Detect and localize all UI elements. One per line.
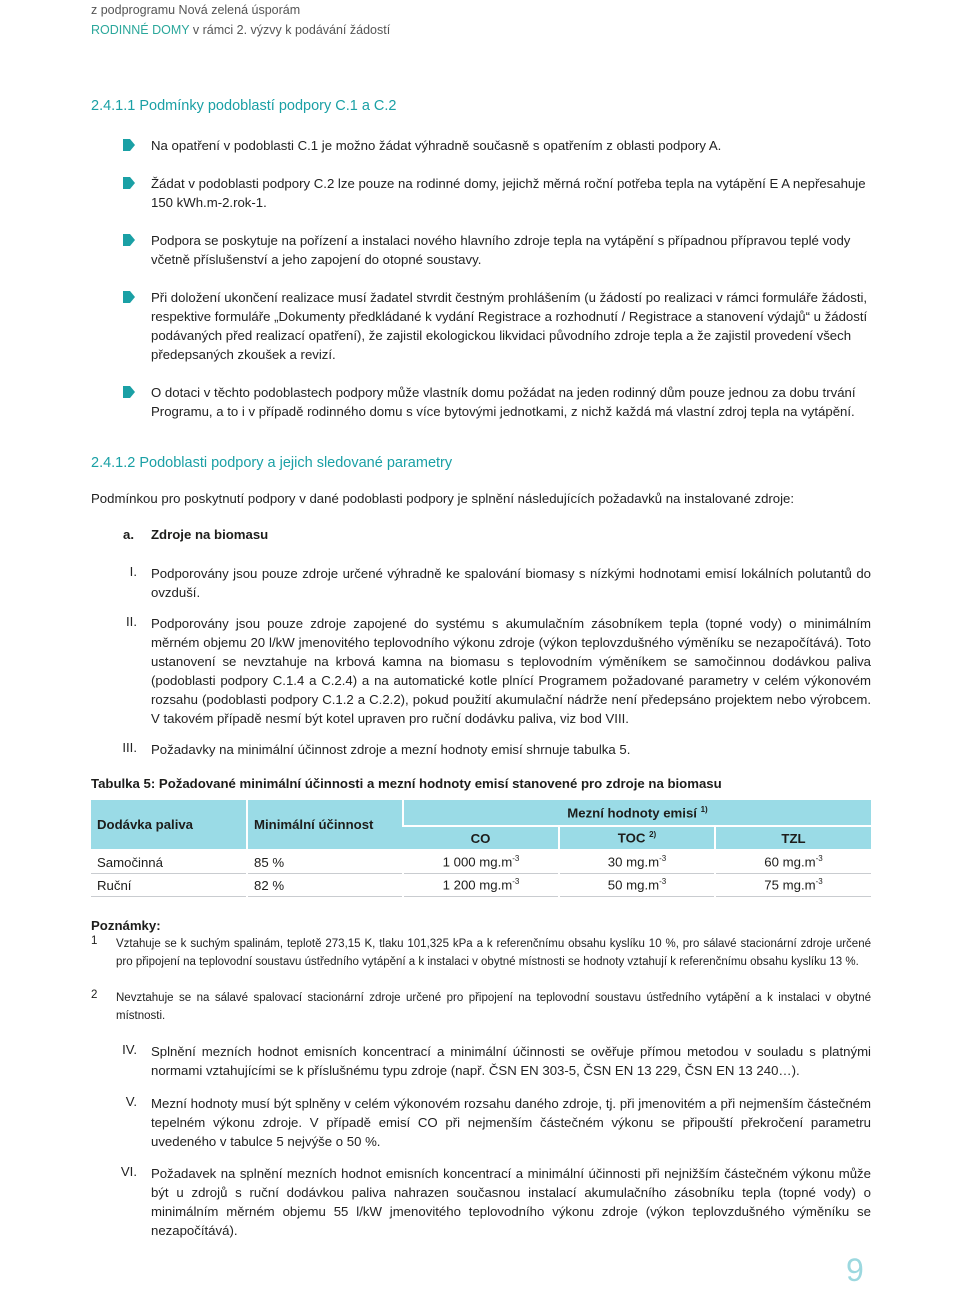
bullet-text: Žádat v podoblasti podpory C.2 lze pouze na rodinné domy, jejichž měrná roční potřeba tepla na vytápění E A nepřesahuje 150 kWh.m-2.rok-1.	[151, 176, 866, 210]
col-header-limits	[403, 800, 871, 826]
list-item	[91, 231, 871, 269]
table-row	[91, 850, 871, 874]
cell-value: 30	[607, 854, 623, 870]
roman-numeral: II.	[126, 614, 137, 629]
list-item	[91, 288, 871, 364]
subsection-label: a.	[123, 527, 134, 542]
header-line-1: z podprogramu Nová zelená úsporám	[91, 3, 301, 17]
cell-efficiency: 85 %	[247, 850, 403, 874]
emissions-table	[91, 800, 871, 897]
cell-unit-exp: -3	[815, 854, 823, 864]
col-header-toc	[559, 826, 715, 850]
cell-value: 75	[764, 877, 779, 893]
bullet-text: Podpora se poskytuje na pořízení a instalaci nového hlavního zdroje tepla na vytápění s případnou přípravou teplé vody včetně příslušenství a jeho zapojení do otopné soustavy.	[151, 233, 851, 267]
cell-unit: mg.m	[782, 877, 816, 893]
bullet-text: O dotaci v těchto podoblastech podpory může vlastník domu požádat na jeden rodinný dům pouze jednou za dobu trvání Programu, a to i v případě rodinného domu s více bytovými jednotkami, z nichž každá má vlastní zdroj tepla na vytápění.	[151, 385, 856, 419]
list-item	[91, 174, 871, 212]
list-item	[91, 383, 871, 440]
section-title-2: 2.4.1.2 Podoblasti podpory a jejich sledované parametry	[91, 455, 453, 471]
cell-unit-exp: -3	[512, 877, 520, 887]
bullet-arrow-icon	[123, 291, 135, 303]
roman-numeral: VI.	[120, 1164, 137, 1179]
cell-value: 50	[607, 877, 623, 893]
footnote-ref: 2)	[649, 830, 657, 840]
header-highlight: RODINNÉ DOMY	[91, 23, 190, 37]
cell-toc	[559, 850, 715, 874]
cell-value: 1 000	[442, 854, 476, 870]
note-text: Vztahuje se k suchým spalinám, teplotě 273,15 K, tlaku 101,325 kPa a k referenčnímu obsahu kyslíku 10 %, pro sálavé stacionární zdroje určené pro připojení na teplovodní soustavu ústředního vytápění a k instalaci v obytné místnosti se hodnoty vztahují k referenčnímu obsahu kyslíku 13 %.	[116, 938, 871, 968]
cell-unit: mg.m	[782, 854, 816, 870]
cell-fuel: Ruční	[91, 874, 247, 897]
cell-unit-exp: -3	[512, 854, 520, 864]
cell-unit-exp: -3	[659, 854, 667, 864]
roman-numeral: IV.	[122, 1042, 137, 1057]
col-header-toc-text: TOC	[617, 830, 646, 846]
bullet-arrow-icon	[123, 386, 135, 398]
cell-toc	[559, 874, 715, 897]
note-text: Nevztahuje se na sálavé spalovací stacionární zdroje určené pro připojení na teplovodní soustavu ústředního vytápění a k instalaci v obytné místnosti.	[116, 992, 871, 1022]
cell-unit-exp: -3	[659, 877, 667, 887]
cell-value: 1 200	[442, 877, 476, 893]
cell-unit: mg.m	[626, 877, 660, 893]
cell-fuel: Samočinná	[91, 850, 247, 874]
cell-unit: mg.m	[479, 854, 513, 870]
roman-numeral: I.	[129, 564, 137, 579]
cell-efficiency: 82 %	[247, 874, 403, 897]
cell-unit: mg.m	[626, 854, 660, 870]
requirement-text: Požadavky na minimální účinnost zdroje a mezní hodnoty emisí shrnuje tabulka 5.	[151, 742, 631, 757]
section-title-1: 2.4.1.1 Podmínky podoblastí podpory C.1 a C.2	[91, 98, 397, 114]
roman-numeral: V.	[125, 1094, 137, 1109]
roman-numeral: III.	[122, 740, 137, 755]
requirement-text: Podporovány jsou pouze zdroje určené výhradně ke spalování biomasy s nízkými hodnotami emisí lokálních polutantů do ovzduší.	[151, 566, 871, 600]
cell-value: 60	[764, 854, 779, 870]
bullet-list	[91, 136, 871, 440]
requirement-text: Splnění mezních hodnot emisních koncentrací a minimální účinnosti se ověřuje přímou metodou v souladu s platnými normami vztahujícími se k příslušnému typu zdroje (např. ČSN EN 303-5, ČSN EN 13 229, ČSN EN 13 240…).	[151, 1044, 871, 1078]
cell-tzl	[715, 850, 871, 874]
cell-co	[403, 874, 559, 897]
requirement-text: Podporovány jsou pouze zdroje zapojené do systému s akumulačním zásobníkem tepla (topné vody) o minimálním měrném objemu 20 l/kW jmenovitého teplovodního výkonu zdroje (výkon teplovzdušného výměníku se nezapočítává). Toto ustanovení se nevztahuje na krbová kamna na biomasu s teplovodním výměníkem se samočinnou dodávkou paliva (podoblasti podpory C.1.4 a C.2.4) a na automatické kotle plnící Programem požadované parametry v celém výkonovém rozsahu (podoblasti podpory C.1.2 a C.2.2), pokud použití akumulační nádrže není předepsáno projektem nebo výrobcem. V takovém případě nesmí být kotel upraven pro ruční dodávku paliva, viz bod VIII.	[151, 616, 871, 726]
page-number: 9	[846, 1252, 864, 1288]
section-intro: Podmínkou pro poskytnutí podpory v dané podoblasti podpory je splnění následujících požadavků na instalované zdroje:	[91, 491, 795, 506]
cell-unit: mg.m	[479, 877, 513, 893]
table-row	[91, 874, 871, 897]
bullet-arrow-icon	[123, 139, 135, 151]
note-number: 2	[91, 989, 98, 1001]
footnote-ref: 1)	[700, 804, 708, 814]
bullet-arrow-icon	[123, 234, 135, 246]
requirement-text: Požadavek na splnění mezních hodnot emisních koncentrací a minimální účinnosti při nejnižším částečném výkonu může být u zdrojů s ruční dodávkou paliva nahrazen současnou instalací akumulačního zásobníku tepla (topné vody) o minimálním měrném objemu 55 l/kW jmenovitého teplovodního výkonu zdroje (výkon teplovzdušného výměníku se nezapočítává).	[151, 1166, 871, 1238]
bullet-text: Při doložení ukončení realizace musí žadatel stvrdit čestným prohlášením (u žádostí po realizaci v rámci formuláře žádosti, respektive formuláře „Dokumenty předkládané k vydání Registrace a rozhodnutí / Registrace a stanovení výdajů“ u žádostí podávaných před realizací opatření), že zajistil ekologickou likvidaci původního zdroje tepla a že zajistil provedení všech předepsaných zkoušek a revizí.	[151, 290, 868, 362]
header-line-2	[91, 23, 390, 37]
cell-unit-exp: -3	[815, 877, 823, 887]
col-header-co: CO	[403, 826, 559, 850]
cell-tzl	[715, 874, 871, 897]
bullet-text: Na opatření v podoblasti C.1 je možno žádat výhradně současně s opatřením z oblasti podpory A.	[151, 138, 722, 153]
header-rest: v rámci 2. výzvy k podávání žádostí	[189, 23, 391, 37]
col-header-limits-text: Mezní hodnoty emisí	[567, 805, 697, 821]
subsection-heading: Zdroje na biomasu	[151, 527, 269, 542]
requirement-text: Mezní hodnoty musí být splněny v celém výkonovém rozsahu daného zdroje, tj. při jmenovitém a při nejmenším částečném tepelném výkonu zdroje. V případě emisí CO při nejmenším částečném výkonu se připouští překročení parametru uvedeného v tabulce 5 nejvýše o 50 %.	[151, 1096, 871, 1149]
cell-co	[403, 850, 559, 874]
col-header-efficiency: Minimální účinnost	[247, 800, 403, 850]
col-header-tzl: TZL	[715, 826, 871, 850]
note-number: 1	[91, 935, 98, 947]
list-item	[91, 136, 871, 155]
col-header-fuel: Dodávka paliva	[91, 800, 247, 850]
table-title: Tabulka 5: Požadované minimální účinnosti a mezní hodnoty emisí stanovené pro zdroje na biomasu	[91, 776, 722, 791]
bullet-arrow-icon	[123, 177, 135, 189]
notes-title: Poznámky:	[91, 918, 161, 933]
